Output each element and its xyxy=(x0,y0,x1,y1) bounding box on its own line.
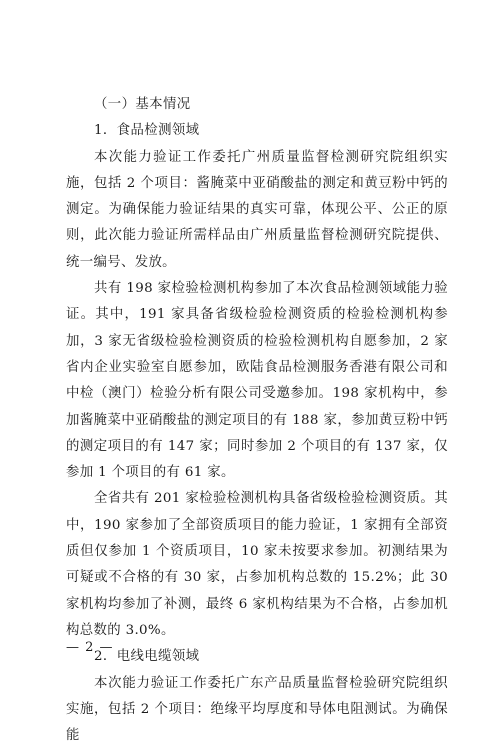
page-body xyxy=(66,92,448,749)
section-heading: （一）基本情况 xyxy=(94,97,191,112)
paragraph: 本次能力验证工作委托广东产品质量监督检验研究院组织实施，包括 2 个项目：绝缘平均厚度和导体电阻测试。为确保能 xyxy=(66,675,448,744)
subsection-2-title: 2．电线电缆领域 xyxy=(94,649,200,665)
subsection-1-title: 1．食品检测领域 xyxy=(94,123,200,139)
page-number: — 2 — xyxy=(66,640,114,655)
paragraph: 本次能力验证工作委托广州质量监督检测研究院组织实施，包括 2 个项目：酱腌菜中亚硝酸盐的测定和黄豆粉中钙的测定。为确保能力验证结果的真实可靠，体现公平、公正的原则，此次能力验证所需样品由广州质量监督检测研究院提供、统一编号、发放。 xyxy=(66,149,448,270)
paragraph: 共有 198 家检验检测机构参加了本次食品检测领域能力验证。其中，191 家具备省级检验检测资质的检验检测机构参加，3 家无省级检验检测资质的检验检测机构自愿参加，2 家省内企业实验室自愿参加，欧陆食品检测服务香港有限公司和中检（澳门）检验分析有限公司受邀参加。198 家机构中，参加酱腌菜中亚硝酸盐的测定项目的有 188 家，参加黄豆粉中钙的测定项目的有 147 家；同时参加 2 个项目的有 137 家，仅参加 1 个项目的有 61 家。 xyxy=(66,281,448,481)
paragraph: 全省共有 201 家检验检测机构具备省级检验检测资质。其中，190 家参加了全部资质项目的能力验证，1 家拥有全部资质但仅参加 1 个资质项目，10 家未按要求参加。初测结果为可疑或不合格的有 30 家，占参加机构总数的 15.2%；此 30 家机构均参加了补测，最终 6 家机构结果为不合格，占参加机构总数的 3.0%。 xyxy=(66,491,448,638)
